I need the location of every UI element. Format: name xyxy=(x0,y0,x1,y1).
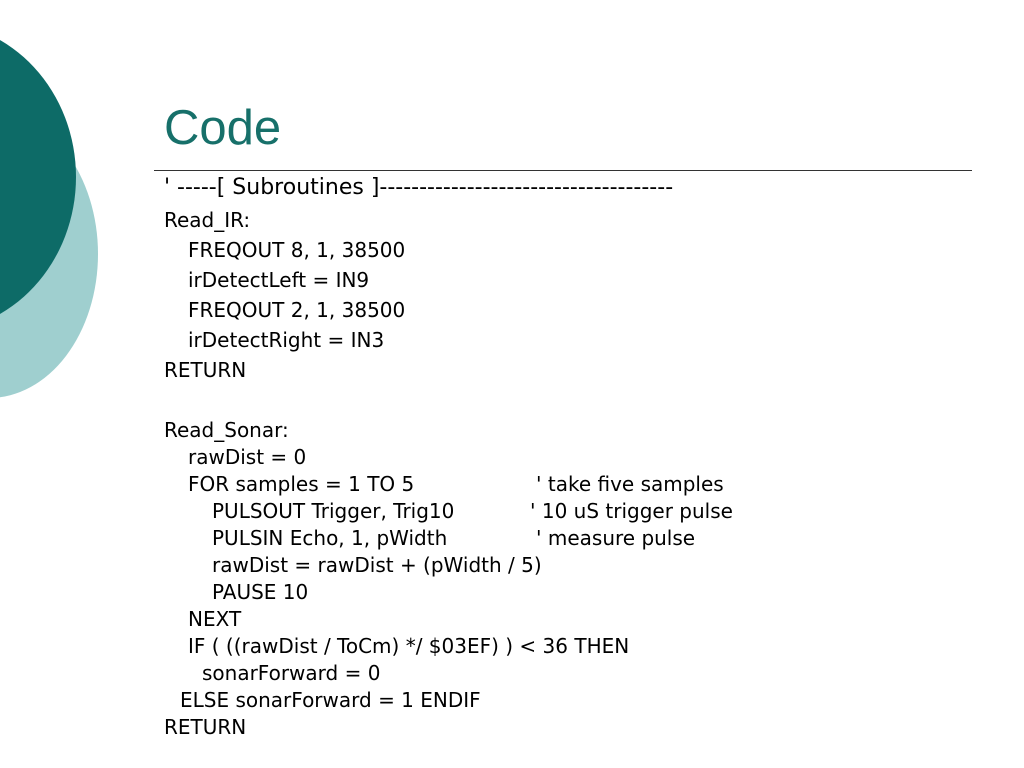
code-header-comment: ' -----[ Subroutines ]------------------------------------- xyxy=(164,175,674,200)
read-sonar-label: Read_Sonar: xyxy=(164,418,289,442)
read-ir-return: RETURN xyxy=(164,358,247,382)
code-line: IF ( ((rawDist / ToCm) */ $03EF) ) < 36 THEN xyxy=(188,634,630,658)
read-ir-label: Read_IR: xyxy=(164,208,251,232)
code-line: FREQOUT 2, 1, 38500 xyxy=(188,298,406,322)
code-comment: ' measure pulse xyxy=(536,526,696,550)
code-line: rawDist = rawDist + (pWidth / 5) xyxy=(212,553,542,577)
code-line: PULSOUT Trigger, Trig10 xyxy=(212,499,455,523)
code-line: FOR samples = 1 TO 5 xyxy=(188,472,415,496)
title-divider xyxy=(154,170,972,171)
slide-title: Code xyxy=(164,101,282,155)
code-line: irDetectLeft = IN9 xyxy=(188,268,370,292)
code-line: PULSIN Echo, 1, pWidth xyxy=(212,526,448,550)
code-comment: ' 10 uS trigger pulse xyxy=(530,499,733,523)
code-line: PAUSE 10 xyxy=(212,580,309,604)
code-line: FREQOUT 8, 1, 38500 xyxy=(188,238,406,262)
code-line: ELSE sonarForward = 1 ENDIF xyxy=(180,688,481,712)
code-line: NEXT xyxy=(188,607,242,631)
code-line: sonarForward = 0 xyxy=(202,661,381,685)
code-comment: ' take five samples xyxy=(536,472,724,496)
read-sonar-return: RETURN xyxy=(164,715,247,739)
code-line: rawDist = 0 xyxy=(188,445,307,469)
code-line: irDetectRight = IN3 xyxy=(188,328,385,352)
